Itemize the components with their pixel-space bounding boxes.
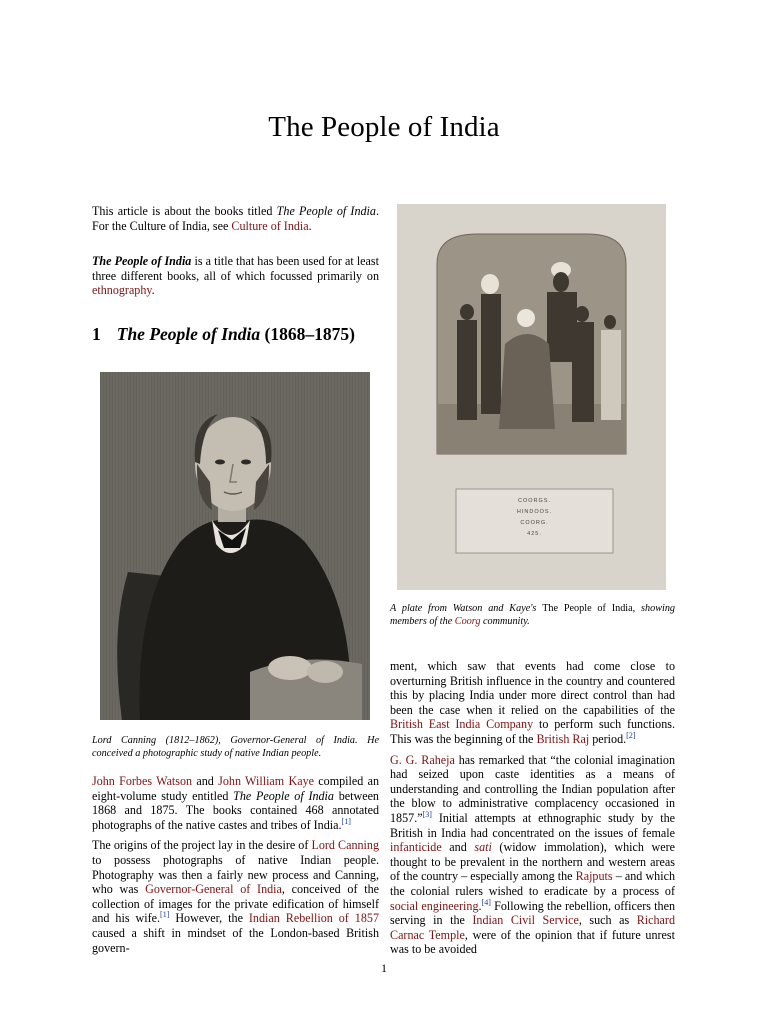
link-john-william-kaye[interactable]: John William Kaye [218, 774, 315, 788]
ref-3[interactable]: [3] [422, 809, 432, 819]
link-british-raj[interactable]: British Raj [536, 731, 590, 746]
link-ethnography[interactable]: ethnography [92, 283, 152, 298]
ref-2[interactable]: [2] [626, 730, 636, 740]
link-coorg[interactable]: Coorg [454, 616, 481, 628]
section-heading: 1 The People of India (1868–1875) [92, 324, 355, 344]
link-governor-general-of-india[interactable]: Governor-General of India [145, 882, 282, 897]
portrait-lord-canning [100, 372, 370, 720]
link-gg-raheja[interactable]: G. G. Raheja [390, 752, 455, 767]
page-title: The People of India [268, 111, 500, 143]
page-number: 1 [381, 961, 387, 975]
link-social-engineering[interactable]: social engineering [390, 898, 479, 913]
figure-caption-plate: A plate from Watson and Kaye's The People of India, showing members of the Coorg community. [390, 603, 676, 628]
link-british-east-india-company[interactable]: British East India Company [390, 717, 534, 732]
link-indian-civil-service[interactable]: Indian Civil Service [472, 913, 579, 928]
link-rajputs[interactable]: Rajputs [575, 869, 613, 884]
figure-caption-canning: Lord Canning (1812–1862), Governor-General of India. He conceived a photographic study of native Indian people. [92, 735, 379, 760]
ref-4[interactable]: [4] [481, 897, 491, 907]
body-left-column [92, 774, 379, 961]
intro-paragraph: The People of India is a title that has been used for at least three different books, all of which focussed primarily on ethnography. [92, 254, 379, 298]
ref-1b[interactable]: [1] [160, 910, 170, 920]
link-culture-of-india[interactable]: Culture of India [231, 218, 309, 233]
paragraph-3: G. G. Raheja has remarked that “the colonial imagination had seized upon caste identities as a means of understanding and controlling the Indian population after the blow to administrative complacency occasioned in 1857.”[3] Initial attempts at ethnographic study by the British in India had concentrated on the issues of female infanticide and sati (widow immolation), which were thought to be prevalent in the northern and western areas of the country – especially among the Rajputs – and which the colonial rulers wished to eradicate by a process of social engineering.[4] Following the rebellion, officers then serving in the Indian Civil Service, such as Richard Carnac Temple, were of the opinion that if future unrest was to be avoided [390, 752, 675, 957]
paragraph-2-continued: ment, which saw that events had come close to overturning British influence in the country and countered this by placing India under more direct control than had been the case when it relied on the capabilities of the British East India Company to perform such functions. This was the beginning of the British Raj period.[2] [390, 659, 675, 746]
link-sati[interactable]: sati [474, 840, 492, 855]
link-richard-carnac-temple[interactable]: Richard Carnac Temple [390, 913, 675, 942]
link-infanticide[interactable]: infanticide [390, 840, 442, 855]
link-indian-rebellion-1857[interactable]: Indian Rebellion of 1857 [248, 911, 379, 926]
paragraph-1: John Forbes Watson and John William Kaye compiled an eight-volume study entitled The People of India between 1868 and 1875. The books contained 468 annotated photographs of the native castes and tribes of India.[1] [92, 774, 380, 832]
plate-photograph-coorgs [397, 204, 666, 590]
hatnote: This article is about the books titled The People of India. For the Culture of India, see Culture of India. [92, 204, 379, 233]
body-right-column [390, 659, 675, 963]
ref-1[interactable]: [1] [341, 816, 351, 826]
link-lord-canning[interactable]: Lord Canning [311, 838, 379, 853]
link-john-forbes-watson[interactable]: John Forbes Watson [92, 774, 193, 788]
plate-card-text: COORGS. HINDOOS. COORG. 425. [516, 498, 553, 537]
paragraph-2: The origins of the project lay in the desire of Lord Canning to possess photographs of native Indian people. Photography was then a fairly new process and Canning, who was Governor-General of India, conceived of the collection of images for the private edification of himself and his wife.[1] However, the Indian Rebellion of 1857 caused a shift in mindset of the London-based British govern- [92, 838, 379, 955]
